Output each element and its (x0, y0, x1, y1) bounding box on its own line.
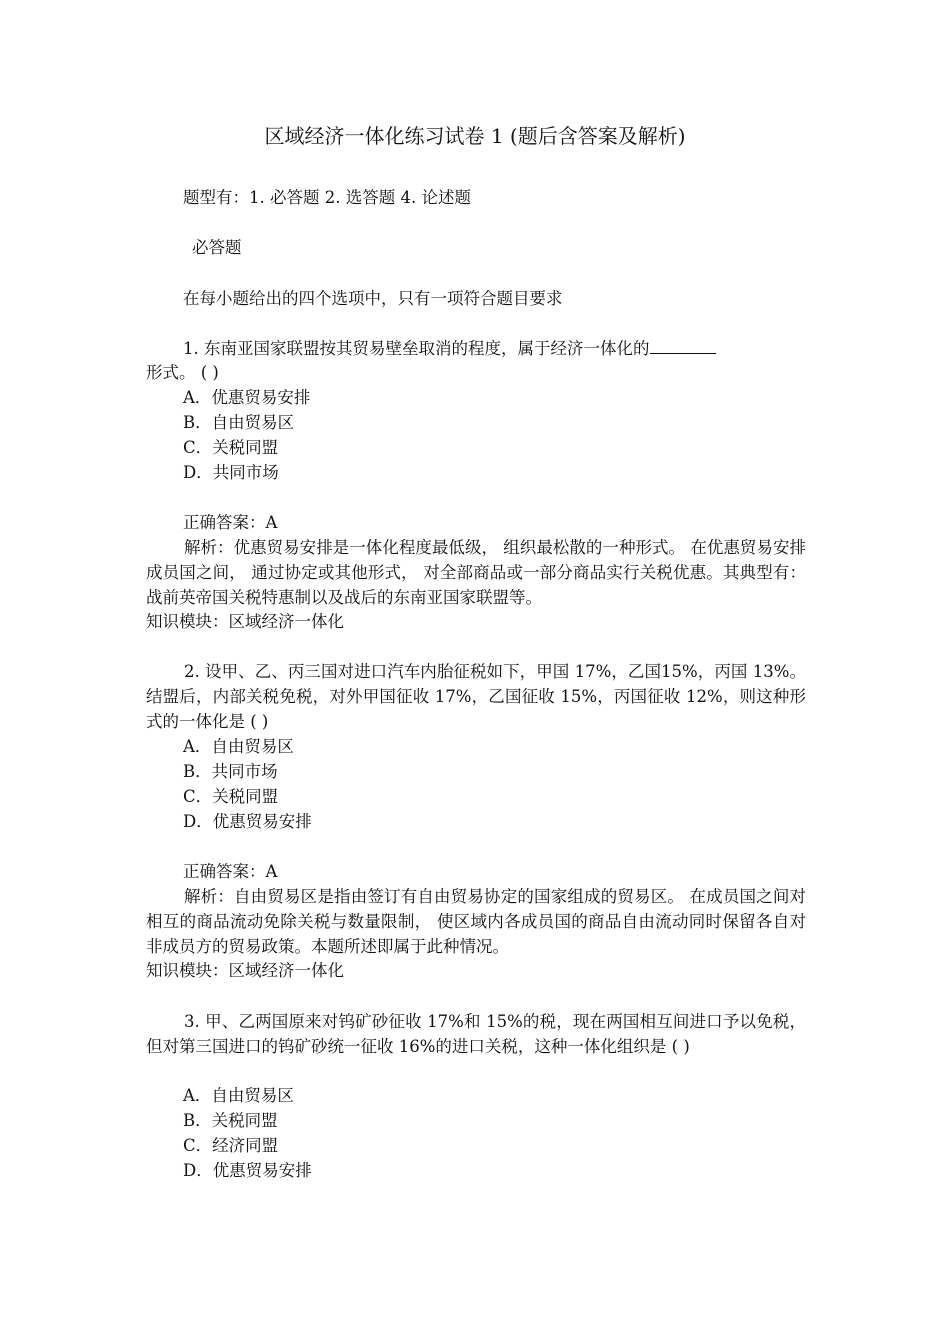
question-1-option-d: D．共同市场 (183, 463, 279, 482)
answer-blank (650, 339, 716, 354)
question-1-module: 知识模块：区域经济一体化 (146, 612, 344, 631)
question-types: 题型有：1. 必答题 2. 选答题 4. 论述题 (183, 188, 471, 207)
question-1-option-a: A．优惠贸易安排 (183, 388, 311, 407)
question-2-option-b: B．共同市场 (183, 762, 278, 781)
question-2-option-d: D．优惠贸易安排 (183, 812, 312, 831)
question-1-option-b: B．自由贸易区 (183, 413, 295, 432)
question-1-option-c: C．关税同盟 (183, 438, 279, 457)
question-2-option-c: C．关税同盟 (183, 787, 279, 806)
question-2-analysis: 解析：自由贸易区是指由签订有自由贸易协定的国家组成的贸易区。 在成员国之间对相互的商品流动免除关税与数量限制， 使区域内各成员国的商品自由流动同时保留各自对非成员方的贸易政策。本题所述即属于此种情况。 (146, 887, 806, 956)
page-title: 区域经济一体化练习试卷 1 (题后含答案及解析) (264, 124, 686, 148)
question-3-option-d: D．优惠贸易安排 (183, 1161, 312, 1180)
question-1-answer: 正确答案：A (183, 513, 278, 532)
question-2-stem: 2. 设甲、乙、丙三国对进口汽车内胎征税如下，甲国 17%，乙国15%，丙国 13%。结盟后，内部关税免税，对外甲国征收 17%，乙国征收 15%，丙国征收 12%，则这种形式的一体化是 ( ) (146, 662, 806, 731)
question-1-analysis: 解析：优惠贸易安排是一体化程度最低级， 组织最松散的一种形式。 在优惠贸易安排成员国之间， 通过协定或其他形式， 对全部商品或一部分商品实行关税优惠。其典型有：战前英帝国关税特惠制以及战后的东南亚国家联盟等。 (146, 538, 806, 607)
question-1-stem (183, 337, 716, 361)
question-3-option-a: A．自由贸易区 (183, 1086, 294, 1105)
question-1-stem-text: 1. 东南亚国家联盟按其贸易壁垒取消的程度，属于经济一体化的 (183, 339, 650, 358)
question-3-option-c: C．经济同盟 (183, 1136, 279, 1155)
question-2-option-a: A．自由贸易区 (183, 737, 294, 756)
question-2-answer: 正确答案：A (183, 862, 278, 881)
question-3-option-b: B．关税同盟 (183, 1111, 278, 1130)
question-1-stem-continued: 形式。 ( ) (146, 363, 219, 382)
section-heading: 必答题 (192, 238, 242, 257)
question-2-module: 知识模块：区域经济一体化 (146, 961, 344, 980)
question-3-stem: 3. 甲、乙两国原来对钨矿砂征收 17%和 15%的税，现在两国相互间进口予以免税，但对第三国进口的钨矿砂统一征收 16%的进口关税，这种一体化组织是 ( ) (146, 1012, 806, 1056)
instruction-text: 在每小题给出的四个选项中，只有一项符合题目要求 (183, 289, 563, 308)
